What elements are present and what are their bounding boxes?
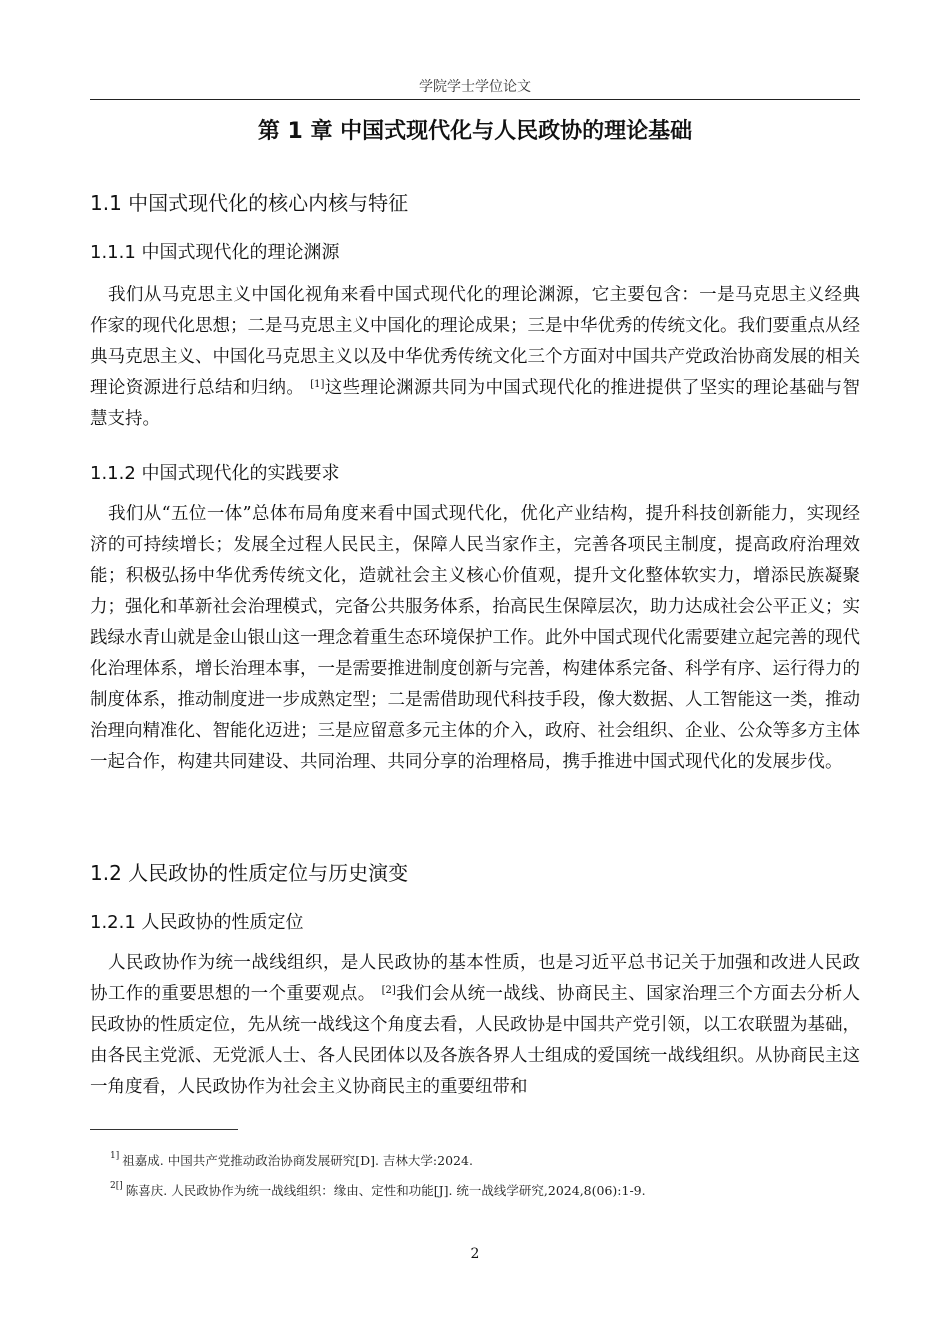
subsection-heading-1-1-1: 1.1.1 中国式现代化的理论渊源 — [90, 242, 340, 263]
paragraph-1-1-1 — [90, 280, 860, 435]
section-heading-1-2: 1.2 人民政协的性质定位与历史演变 — [90, 861, 409, 885]
chapter-title: 第 1 章 中国式现代化与人民政协的理论基础 — [257, 119, 693, 144]
paragraph-text: 人民政协作为统一战线组织，是人民政协的基本性质，也是习近平总书记关于加强和改进人民政协工作的重要思想的一个重要观点。 — [90, 953, 860, 1004]
subsection-heading-1-2-1: 1.2.1 人民政协的性质定位 — [90, 912, 304, 933]
paragraph-text: 我们会从统一战线、协商民主、国家治理三个方面去分析人民政协的性质定位，先从统一战线这个角度去看，人民政协是中国共产党引领，以工农联盟为基础，由各民主党派、无党派人士、各人民团体以及各族各界人士组成的爱国统一战线组织。从协商民主这一角度看，人民政协作为社会主义协商民主的重要纽带和 — [90, 984, 861, 1097]
footnote-2 — [110, 1181, 646, 1199]
subsection-heading-1-1-2: 1.1.2 中国式现代化的实践要求 — [90, 463, 340, 484]
paragraph-text: 这些理论渊源共同为中国式现代化的推进提供了坚实的理论基础与智慧支持。 — [90, 378, 861, 429]
footnote-1 — [110, 1151, 473, 1169]
page-number: 2 — [470, 1246, 480, 1262]
paragraph-1-1-2: 我们从“五位一体”总体布局角度来看中国式现代化，优化产业结构，提升科技创新能力，实现经济的可持续增长；发展全过程人民民主，保障人民当家作主，完善各项民主制度，提高政府治理效能；积极弘扬中华优秀传统文化，造就社会主义核心价值观，提升文化整体软实力，增添民族凝聚力；强化和革新社会治理模式，完备公共服务体系，抬高民生保障层次，助力达成社会公平正义；实践绿水青山就是金山银山这一理念着重生态环境保护工作。此外中国式现代化需要建立起完善的现代化治理体系，增长治理本事，一是需要推进制度创新与完善，构建体系完备、科学有序、运行得力的制度体系，推动制度进一步成熟定型；二是需借助现代科技手段，像大数据、人工智能这一类，推动治理向精准化、智能化迈进；三是应留意多元主体的介入，政府、社会组织、企业、公众等多方主体一起合作，构建共同建设、共同治理、共同分享的治理格局，携手推进中国式现代化的发展步伐。 — [90, 504, 860, 772]
footnote-text: 祖嘉成. 中国共产党推动政治协商发展研究[D]. 吉林大学:2024. — [122, 1153, 473, 1168]
footnote-mark: 2[] — [110, 1181, 123, 1191]
running-header: 学院学士学位论文 — [419, 79, 531, 95]
footnote-mark: 1] — [110, 1151, 120, 1161]
header-rule — [90, 99, 860, 100]
citation-2: [2] — [381, 985, 396, 996]
paragraph-1-2-1 — [90, 948, 860, 1103]
citation-1: [1] — [310, 379, 325, 390]
section-heading-1-1: 1.1 中国式现代化的核心内核与特征 — [90, 191, 409, 215]
footnote-text: 陈喜庆. 人民政协作为统一战线组织：缘由、定性和功能[J]. 统一战线学研究,2024,8(06):1-9. — [125, 1183, 646, 1198]
footnote-rule — [90, 1129, 238, 1130]
paragraph-text: 我们从马克思主义中国化视角来看中国式现代化的理论渊源，它主要包含：一是马克思主义经典作家的现代化思想；二是马克思主义中国化的理论成果；三是中华优秀的传统文化。我们要重点从经典马克思主义、中国化马克思主义以及中华优秀传统文化三个方面对中国共产党政治协商发展的相关理论资源进行总结和归纳。 — [90, 285, 860, 398]
